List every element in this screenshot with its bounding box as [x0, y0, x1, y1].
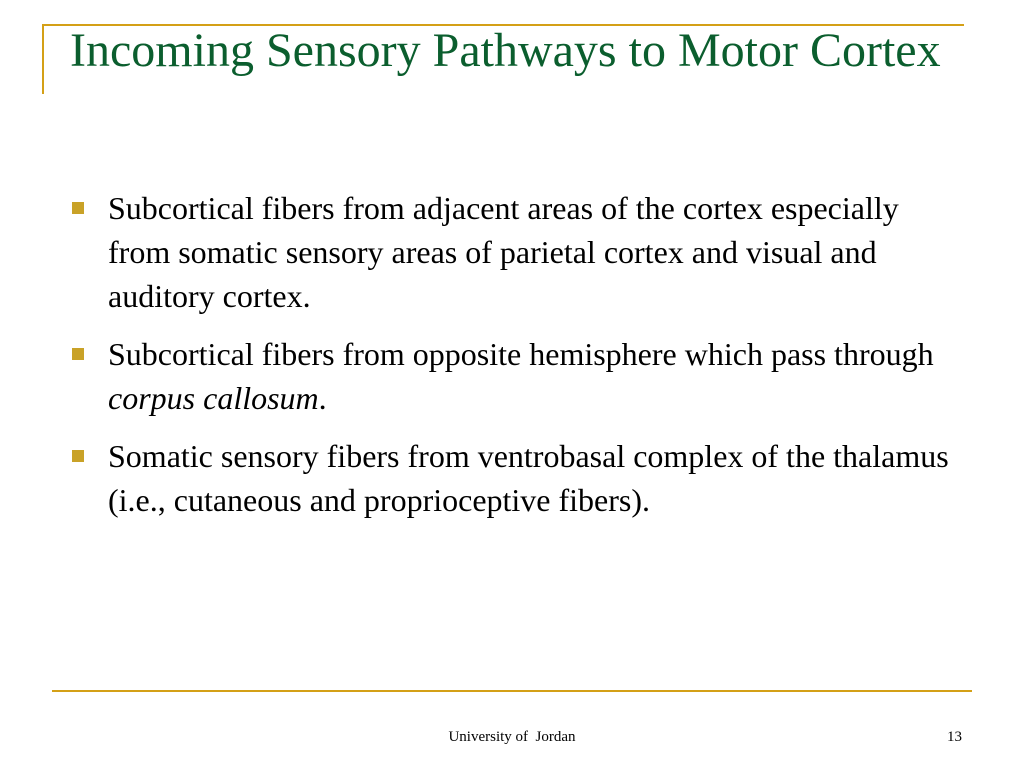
bullet-text-end: .: [318, 380, 327, 416]
footer-divider: [52, 690, 972, 692]
square-bullet-icon: [72, 450, 84, 462]
square-bullet-icon: [72, 202, 84, 214]
bullet-list: [70, 186, 950, 536]
bullet-text: Subcortical fibers from opposite hemisphere which pass through: [108, 336, 934, 372]
bullet-item: [70, 434, 950, 522]
bullet-item: [70, 332, 950, 420]
page-number: 13: [947, 729, 962, 745]
footer-institution: University of Jordan: [448, 729, 576, 745]
left-border-line: [42, 24, 44, 94]
square-bullet-icon: [72, 348, 84, 360]
bullet-text: Somatic sensory fibers from ventrobasal complex of the thalamus (i.e., cutaneous and proprioceptive fibers).: [108, 438, 949, 518]
slide-title: Incoming Sensory Pathways to Motor Cortex: [70, 24, 941, 77]
bullet-item: [70, 186, 950, 318]
bullet-emphasis: corpus callosum: [108, 380, 319, 416]
bullet-text: Subcortical fibers from adjacent areas of the cortex especially from somatic sensory areas of parietal cortex and visual and auditory cortex.: [108, 190, 899, 314]
